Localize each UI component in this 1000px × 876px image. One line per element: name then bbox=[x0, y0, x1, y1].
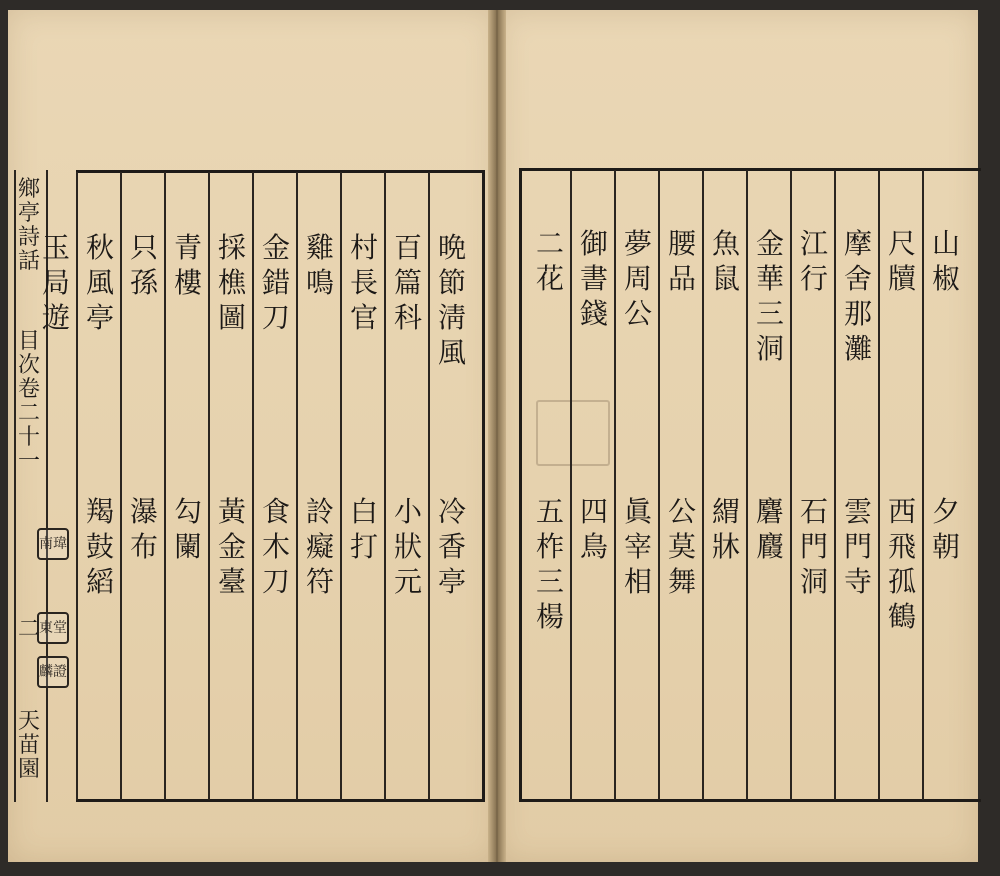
entry-title-top: 只 孫 bbox=[129, 231, 158, 299]
entry-title-bottom: 眞 宰 相 bbox=[623, 495, 652, 598]
book-gutter bbox=[488, 10, 506, 862]
left-margin-folio: 二 bbox=[17, 617, 40, 642]
entry-title-bottom: 西 飛 孤 鶴 bbox=[887, 495, 916, 633]
entry-title-bottom: 勾 闌 bbox=[173, 495, 202, 563]
seal-stamp-1: 南瑋 bbox=[37, 528, 69, 560]
entry-title-bottom: 小 狀 元 bbox=[393, 495, 422, 598]
left-margin-section: 目 次 卷 二 十 一 bbox=[17, 329, 40, 474]
entry-title-top: 雞 鳴 bbox=[305, 231, 334, 299]
entry-title-top: 江 行 bbox=[799, 227, 828, 295]
entry-title-bottom: 五 柞 三 楊 bbox=[535, 495, 564, 633]
entry-title-bottom: 緭 牀 bbox=[711, 495, 740, 563]
entry-title-top: 御 書 錢 bbox=[579, 227, 608, 330]
column-rule bbox=[164, 172, 166, 800]
entry-title-top: 玉 局 遊 bbox=[41, 231, 70, 334]
seal-stamp-2: 東堂 bbox=[37, 612, 69, 644]
column-rule bbox=[384, 172, 386, 800]
left-margin-publisher: 天 苗 園 bbox=[17, 709, 40, 782]
entry-title-top: 夢 周 公 bbox=[623, 227, 652, 330]
column-rule bbox=[120, 172, 122, 800]
column-rule bbox=[790, 170, 792, 800]
entry-title-bottom: 白 打 bbox=[349, 495, 378, 563]
entry-title-top: 百 篇 科 bbox=[393, 231, 422, 334]
entry-title-top: 村 長 官 bbox=[349, 231, 378, 334]
column-rule bbox=[208, 172, 210, 800]
entry-title-bottom: 公 莫 舞 bbox=[667, 495, 696, 598]
column-rule bbox=[658, 170, 660, 800]
entry-title-top: 金 華 三 洞 bbox=[755, 227, 784, 365]
entry-title-top: 金 錯 刀 bbox=[261, 231, 290, 334]
column-rule bbox=[702, 170, 704, 800]
entry-title-top: 尺 牘 bbox=[887, 227, 916, 295]
entry-title-top: 魚 鼠 bbox=[711, 227, 740, 295]
left-margin-title: 鄉 亭 詩 話 bbox=[17, 177, 40, 274]
column-rule bbox=[76, 172, 78, 800]
entry-title-bottom: 瀑 布 bbox=[129, 495, 158, 563]
seal-stamp-3: 麟證 bbox=[37, 656, 69, 688]
entry-title-top: 晩 節 淸 風 bbox=[437, 231, 466, 369]
entry-title-top: 採 樵 圖 bbox=[217, 231, 246, 334]
entry-title-top: 腰 品 bbox=[667, 227, 696, 295]
entry-title-bottom: 麏 麚 bbox=[755, 495, 784, 563]
entry-title-bottom: 黃 金 臺 bbox=[217, 495, 246, 598]
entry-title-bottom: 夕 朝 bbox=[931, 495, 960, 563]
entry-title-bottom: 四 鳥 bbox=[579, 495, 608, 563]
column-rule bbox=[746, 170, 748, 800]
column-rule bbox=[614, 170, 616, 800]
entry-title-bottom: 羯 鼓 縚 bbox=[85, 495, 114, 598]
column-rule bbox=[570, 170, 572, 800]
column-rule bbox=[252, 172, 254, 800]
entry-title-top: 山 椒 bbox=[931, 227, 960, 295]
entry-title-top: 二 花 bbox=[535, 227, 564, 295]
entry-title-top: 摩 舍 那 灘 bbox=[843, 227, 872, 365]
entry-title-top: 秋 風 亭 bbox=[85, 231, 114, 334]
entry-title-bottom: 雲 門 寺 bbox=[843, 495, 872, 598]
entry-title-bottom: 食 木 刀 bbox=[261, 495, 290, 598]
entry-title-bottom: 詅 癡 符 bbox=[305, 495, 334, 598]
column-rule bbox=[834, 170, 836, 800]
column-rule bbox=[340, 172, 342, 800]
entry-title-bottom: 冷 香 亭 bbox=[437, 495, 466, 598]
entry-title-bottom: 石 門 洞 bbox=[799, 495, 828, 598]
column-rule bbox=[878, 170, 880, 800]
seal-bleed-through bbox=[536, 400, 610, 466]
column-rule bbox=[922, 170, 924, 800]
column-rule bbox=[296, 172, 298, 800]
entry-title-top: 青 樓 bbox=[173, 231, 202, 299]
column-rule bbox=[428, 172, 430, 800]
